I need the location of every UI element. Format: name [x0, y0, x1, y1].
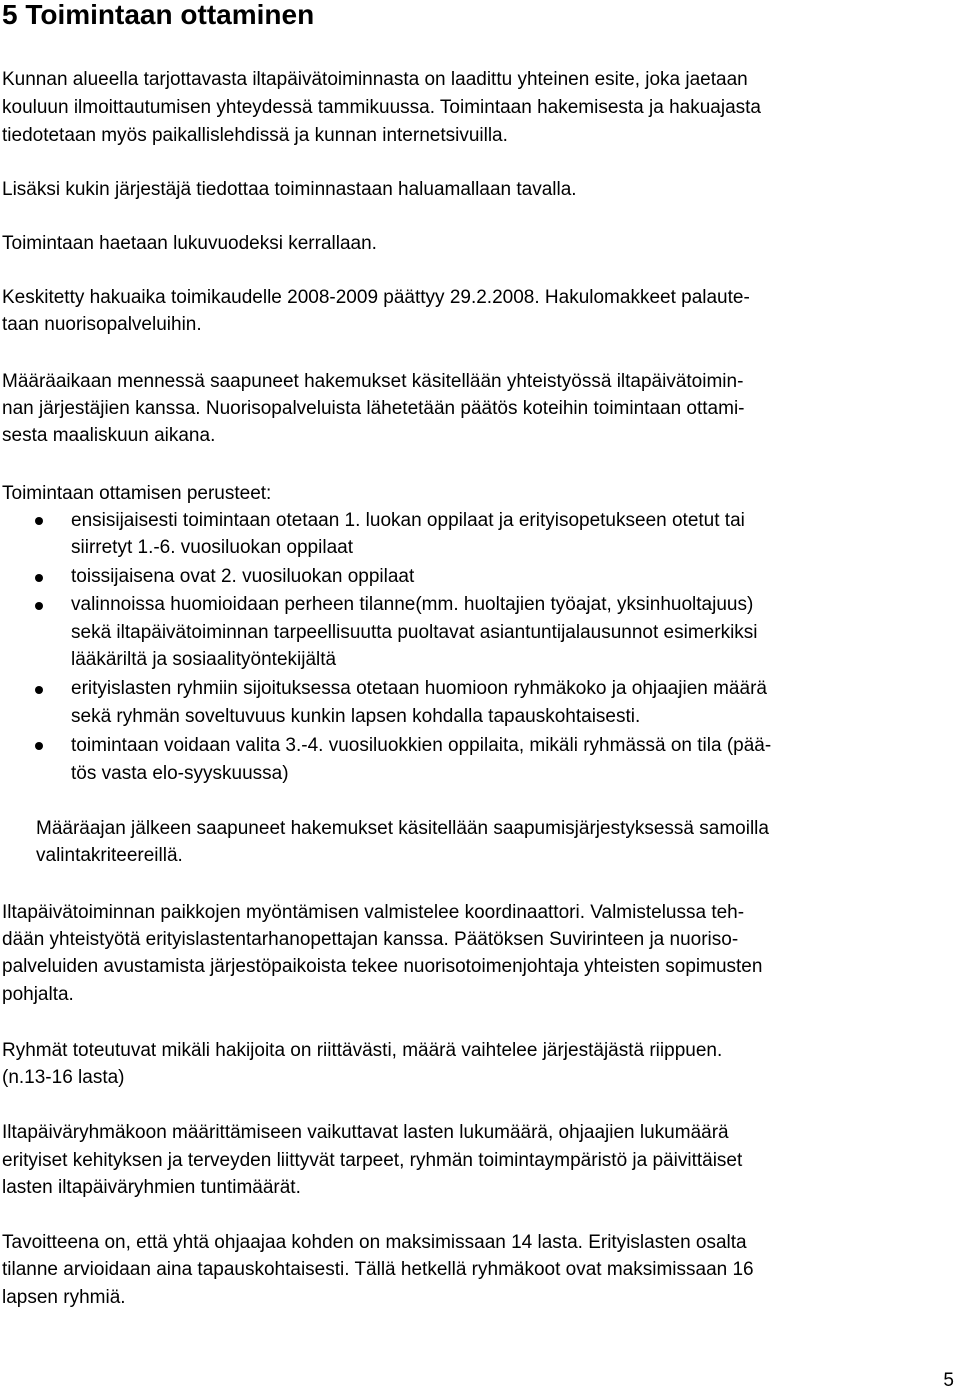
bullet-dot-1 [35, 517, 43, 525]
p5-line-2: nan järjestäjien kanssa. Nuorisopalveluista lähetetään päätös koteihin toimintaan ottami- [2, 398, 745, 419]
p9-line-2: (n.13-16 lasta) [2, 1067, 125, 1088]
bullet-dot-4 [35, 686, 43, 694]
bullet-5-line-2: tös vasta elo-syyskuussa) [71, 763, 289, 784]
p1-line-2: kouluun ilmoittautumisen yhteydessä tammikuussa. Toimintaan hakemisesta ja hakuajasta [2, 97, 761, 118]
bullet-dot-5 [35, 742, 43, 750]
section-heading: 5 Toimintaan ottaminen [2, 0, 315, 30]
p7-line-2: valintakriteereillä. [36, 845, 183, 866]
bullet-4-line-2: sekä ryhmän soveltuvuus kunkin lapsen kohdalla tapauskohtaisesti. [71, 706, 641, 727]
p10-line-3: lasten iltapäiväryhmien tuntimäärät. [2, 1177, 301, 1198]
bullet-3-line-2: sekä iltapäivätoiminnan tarpeellisuutta puoltavat asiantuntijalausunnot esimerkiksi [71, 622, 758, 643]
bullet-dot-3 [35, 602, 43, 610]
p8-line-3: palveluiden avustamista järjestöpaikoista tekee nuorisotoimenjohtaja yhteisten sopimusten [2, 956, 763, 977]
p5-line-1: Määräaikaan mennessä saapuneet hakemukset käsitellään yhteistyössä iltapäivätoimin- [2, 371, 744, 392]
p11-line-2: tilanne arvioidaan aina tapauskohtaisesti. Tällä hetkellä ryhmäkoot ovat maksimissaan 16 [2, 1259, 754, 1280]
p9-line-1: Ryhmät toteutuvat mikäli hakijoita on riittävästi, määrä vaihtelee järjestäjästä riippuen. [2, 1040, 723, 1061]
p1-line-1: Kunnan alueella tarjottavasta iltapäivätoiminnasta on laadittu yhteinen esite, joka jaetaan [2, 69, 748, 90]
p5-line-3: sesta maaliskuun aikana. [2, 425, 216, 446]
p1-line-3: tiedotetaan myös paikallislehdissä ja kunnan internetsivuilla. [2, 125, 508, 146]
p8-line-1: Iltapäivätoiminnan paikkojen myöntämisen valmistelee koordinaattori. Valmistelussa teh- [2, 902, 745, 923]
page-number: 5 [943, 1370, 954, 1391]
p3-line-1: Toimintaan haetaan lukuvuodeksi kerrallaan. [2, 233, 377, 254]
p8-line-2: dään yhteistyötä erityislastentarhanopettajan kanssa. Päätöksen Suvirinteen ja nuoriso- [2, 929, 739, 950]
bullet-5-line-1: toimintaan voidaan valita 3.-4. vuosiluokkien oppilaita, mikäli ryhmässä on tila (pää- [71, 735, 772, 756]
p6-line-1: Toimintaan ottamisen perusteet: [2, 483, 272, 504]
bullet-dot-2 [35, 574, 43, 582]
bullet-3-line-3: lääkäriltä ja sosiaalityöntekijältä [71, 649, 337, 670]
bullet-3-line-1: valinnoissa huomioidaan perheen tilanne(mm. huoltajien työajat, yksinhuoltajuus) [71, 594, 754, 615]
p4-line-1: Keskitetty hakuaika toimikaudelle 2008-2009 päättyy 29.2.2008. Hakulomakkeet palaute- [2, 287, 750, 308]
p7-line-1: Määräajan jälkeen saapuneet hakemukset käsitellään saapumisjärjestyksessä samoilla [36, 818, 769, 839]
p11-line-1: Tavoitteena on, että yhtä ohjaajaa kohden on maksimissaan 14 lasta. Erityislasten osalta [2, 1232, 747, 1253]
bullet-2-line-1: toissijaisena ovat 2. vuosiluokan oppilaat [71, 566, 415, 587]
bullet-1-line-2: siirretyt 1.-6. vuosiluokan oppilaat [71, 537, 353, 558]
p10-line-1: Iltapäiväryhmäkoon määrittämiseen vaikuttavat lasten lukumäärä, ohjaajien lukumäärä [2, 1122, 729, 1143]
p4-line-2: taan nuorisopalveluihin. [2, 314, 202, 335]
p10-line-2: erityiset kehityksen ja terveyden liittyvät tarpeet, ryhmän toimintaympäristö ja päivittäiset [2, 1150, 743, 1171]
bullet-4-line-1: erityislasten ryhmiin sijoituksessa otetaan huomioon ryhmäkoko ja ohjaajien määrä [71, 678, 767, 699]
p8-line-4: pohjalta. [2, 984, 74, 1005]
p11-line-3: lapsen ryhmiä. [2, 1287, 126, 1308]
p2-line-1: Lisäksi kukin järjestäjä tiedottaa toiminnastaan haluamallaan tavalla. [2, 179, 577, 200]
bullet-1-line-1: ensisijaisesti toimintaan otetaan 1. luokan oppilaat ja erityisopetukseen otetut tai [71, 510, 745, 531]
